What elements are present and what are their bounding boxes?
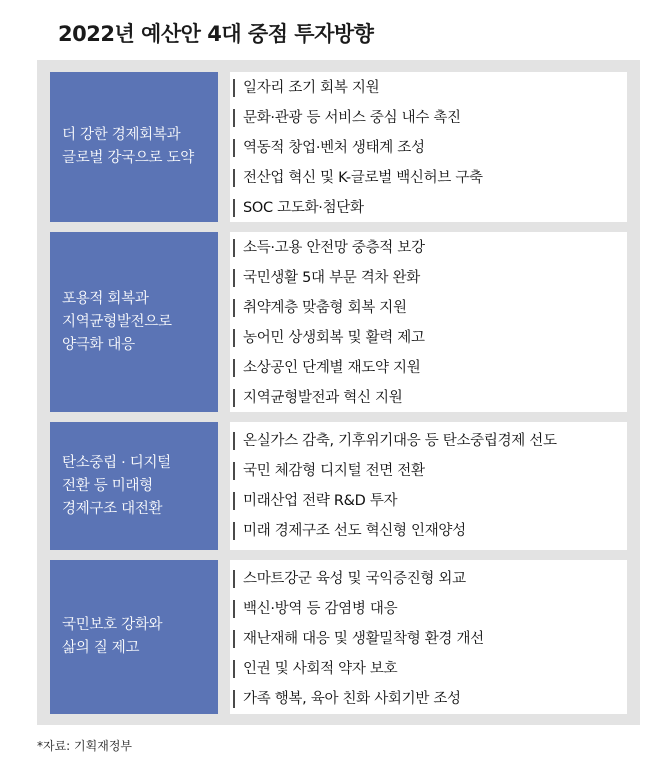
section-carbon-digital <box>50 422 627 550</box>
investment-table <box>37 60 640 725</box>
bullet-bar <box>233 329 235 347</box>
bullet-bar <box>233 199 235 217</box>
bullet-bar <box>233 462 235 480</box>
item-list: 일자리 조기 회복 지원 문화·관광 등 서비스 중심 내수 촉진 역동적 창업·벤처 생태계 조성 전산업 혁신 및 K-글로벌 백신허브 구축 SOC 고도화·첨단화 <box>230 72 627 222</box>
bullet-bar <box>233 299 235 317</box>
bullet-bar <box>233 492 235 510</box>
bullet-bar <box>233 570 235 588</box>
section-economic-recovery <box>50 72 627 222</box>
bullet-bar <box>233 359 235 377</box>
category-label <box>50 72 218 222</box>
category-line: 지역균형발전으로 <box>62 313 172 330</box>
bullet-bar <box>233 389 235 407</box>
category-line: 탄소중립 · 디지털 <box>62 454 171 471</box>
bullet-bar <box>233 269 235 287</box>
bullet-bar <box>233 630 235 648</box>
section-inclusive-recovery <box>50 232 627 412</box>
bullet-bar <box>233 432 235 450</box>
bullet-bar <box>233 660 235 678</box>
bullet-bar <box>233 239 235 257</box>
item-list: 소득·고용 안전망 중층적 보강 국민생활 5대 부문 격차 완화 취약계층 맞춤형 회복 지원 농어민 상생회복 및 활력 제고 소상공인 단계별 재도약 지원 지역균형발전과 혁신 지원 <box>230 232 627 412</box>
section-public-protection <box>50 560 627 714</box>
category-line: 더 강한 경제회복과 <box>62 127 181 143</box>
category-line: 포용적 회복과 <box>62 290 149 307</box>
category-line: 글로벌 강국으로 도약 <box>62 150 194 166</box>
category-line: 삶의 질 제고 <box>62 640 140 656</box>
source-note: *자료: 기획재정부 <box>37 739 133 753</box>
category-line: 국민보호 강화와 <box>62 617 163 633</box>
category-line: 경제구조 대전환 <box>62 500 163 517</box>
item-list: 스마트강군 육성 및 국익증진형 외교 백신·방역 등 감염병 대응 재난재해 대응 및 생활밀착형 환경 개선 인권 및 사회적 약자 보호 가족 행복, 육아 친화 사회기반 조성 <box>230 560 627 714</box>
bullet-bar <box>233 109 235 127</box>
bullet-bar <box>233 169 235 187</box>
category-line: 양극화 대응 <box>62 336 135 353</box>
bullet-bar <box>233 690 235 708</box>
bullet-bar <box>233 139 235 157</box>
category-line: 전환 등 미래형 <box>62 477 153 494</box>
category-label <box>50 232 218 412</box>
bullet-bar <box>233 79 235 97</box>
item-list: 온실가스 감축, 기후위기대응 등 탄소중립경제 선도 국민 체감형 디지털 전면 전환 미래산업 전략 R&D 투자 미래 경제구조 선도 혁신형 인재양성 <box>230 422 627 550</box>
category-label <box>50 560 218 714</box>
bullet-bar <box>233 522 235 540</box>
category-label <box>50 422 218 550</box>
bullet-bar <box>233 600 235 618</box>
page-title: 2022년 예산안 4대 중점 투자방향 <box>58 22 374 46</box>
